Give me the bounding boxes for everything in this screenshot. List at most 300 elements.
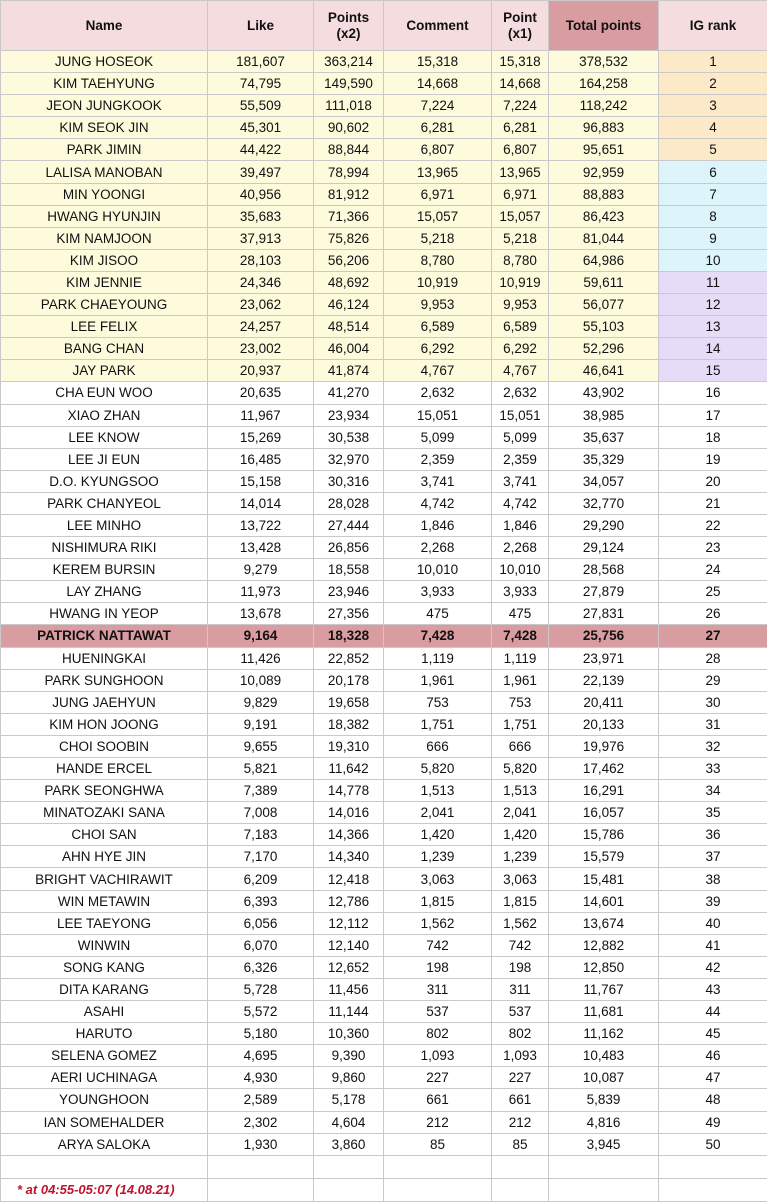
cell-comment: 1,093 bbox=[384, 1045, 492, 1067]
cell-comment: 1,239 bbox=[384, 846, 492, 868]
cell-name: CHOI SAN bbox=[1, 824, 208, 846]
cell-like: 181,607 bbox=[208, 51, 314, 73]
cell-total-points: 4,816 bbox=[549, 1111, 659, 1133]
cell-comment: 1,119 bbox=[384, 647, 492, 669]
table-row bbox=[1, 713, 767, 735]
cell-points-x2: 363,214 bbox=[314, 51, 384, 73]
cell-points-x2: 88,844 bbox=[314, 139, 384, 161]
cell-points-x2: 20,178 bbox=[314, 669, 384, 691]
cell-points-x2: 75,826 bbox=[314, 227, 384, 249]
cell-comment: 7,224 bbox=[384, 95, 492, 117]
cell-point-x1: 6,589 bbox=[492, 316, 549, 338]
table-row bbox=[1, 625, 767, 647]
cell-point-x1: 6,971 bbox=[492, 183, 549, 205]
table-row bbox=[1, 846, 767, 868]
cell-total-points: 10,483 bbox=[549, 1045, 659, 1067]
cell-points-x2: 4,604 bbox=[314, 1111, 384, 1133]
cell-points-x2: 46,004 bbox=[314, 338, 384, 360]
cell-name: HARUTO bbox=[1, 1023, 208, 1045]
table-body bbox=[1, 51, 767, 1156]
table-row bbox=[1, 735, 767, 757]
table-row bbox=[1, 382, 767, 404]
cell-ig-rank: 20 bbox=[659, 470, 767, 492]
cell-name: HANDE ERCEL bbox=[1, 758, 208, 780]
cell-like: 7,008 bbox=[208, 802, 314, 824]
cell-total-points: 11,767 bbox=[549, 978, 659, 1000]
cell-points-x2: 27,356 bbox=[314, 603, 384, 625]
header-row bbox=[1, 1, 767, 51]
cell-ig-rank: 16 bbox=[659, 382, 767, 404]
cell-like: 45,301 bbox=[208, 117, 314, 139]
cell-point-x1: 6,807 bbox=[492, 139, 549, 161]
cell-like: 9,164 bbox=[208, 625, 314, 647]
cell-point-x1: 1,513 bbox=[492, 780, 549, 802]
cell-like: 11,967 bbox=[208, 404, 314, 426]
cell-total-points: 378,532 bbox=[549, 51, 659, 73]
cell-points-x2: 19,310 bbox=[314, 735, 384, 757]
cell-ig-rank: 35 bbox=[659, 802, 767, 824]
cell-points-x2: 14,366 bbox=[314, 824, 384, 846]
cell-ig-rank: 9 bbox=[659, 227, 767, 249]
cell-comment: 10,010 bbox=[384, 559, 492, 581]
cell-like: 37,913 bbox=[208, 227, 314, 249]
cell-name: JAY PARK bbox=[1, 360, 208, 382]
cell-total-points: 35,329 bbox=[549, 448, 659, 470]
cell-total-points: 16,057 bbox=[549, 802, 659, 824]
cell-ig-rank: 46 bbox=[659, 1045, 767, 1067]
cell-comment: 2,268 bbox=[384, 537, 492, 559]
cell-total-points: 95,651 bbox=[549, 139, 659, 161]
cell-name: ARYA SALOKA bbox=[1, 1133, 208, 1155]
cell-total-points: 22,139 bbox=[549, 669, 659, 691]
cell-total-points: 25,756 bbox=[549, 625, 659, 647]
cell-comment: 742 bbox=[384, 934, 492, 956]
table-row bbox=[1, 1133, 767, 1155]
cell-name: XIAO ZHAN bbox=[1, 404, 208, 426]
cell-ig-rank: 13 bbox=[659, 316, 767, 338]
cell-ig-rank: 40 bbox=[659, 912, 767, 934]
cell-points-x2: 18,382 bbox=[314, 713, 384, 735]
cell-total-points: 34,057 bbox=[549, 470, 659, 492]
cell-like: 1,930 bbox=[208, 1133, 314, 1155]
cell-point-x1: 4,767 bbox=[492, 360, 549, 382]
table-row bbox=[1, 294, 767, 316]
cell-like: 13,428 bbox=[208, 537, 314, 559]
cell-comment: 5,218 bbox=[384, 227, 492, 249]
cell-comment: 311 bbox=[384, 978, 492, 1000]
cell-like: 7,389 bbox=[208, 780, 314, 802]
cell-points-x2: 78,994 bbox=[314, 161, 384, 183]
cell-ig-rank: 22 bbox=[659, 514, 767, 536]
cell-point-x1: 212 bbox=[492, 1111, 549, 1133]
cell-points-x2: 14,778 bbox=[314, 780, 384, 802]
cell-point-x1: 1,751 bbox=[492, 713, 549, 735]
table-row bbox=[1, 978, 767, 1000]
cell-comment: 15,051 bbox=[384, 404, 492, 426]
cell-ig-rank: 50 bbox=[659, 1133, 767, 1155]
cell-comment: 13,965 bbox=[384, 161, 492, 183]
cell-comment: 6,281 bbox=[384, 117, 492, 139]
cell-points-x2: 48,692 bbox=[314, 271, 384, 293]
cell-comment: 537 bbox=[384, 1001, 492, 1023]
cell-points-x2: 28,028 bbox=[314, 492, 384, 514]
cell-comment: 3,933 bbox=[384, 581, 492, 603]
cell-ig-rank: 48 bbox=[659, 1089, 767, 1111]
cell-comment: 753 bbox=[384, 691, 492, 713]
cell-comment: 15,318 bbox=[384, 51, 492, 73]
cell-comment: 2,359 bbox=[384, 448, 492, 470]
cell-ig-rank: 28 bbox=[659, 647, 767, 669]
cell-comment: 802 bbox=[384, 1023, 492, 1045]
cell-comment: 9,953 bbox=[384, 294, 492, 316]
table-row bbox=[1, 426, 767, 448]
cell-like: 20,635 bbox=[208, 382, 314, 404]
cell-points-x2: 30,316 bbox=[314, 470, 384, 492]
table-row bbox=[1, 802, 767, 824]
cell-point-x1: 1,093 bbox=[492, 1045, 549, 1067]
cell-point-x1: 15,057 bbox=[492, 205, 549, 227]
cell-point-x1: 7,428 bbox=[492, 625, 549, 647]
cell-points-x2: 41,874 bbox=[314, 360, 384, 382]
cell-like: 24,346 bbox=[208, 271, 314, 293]
cell-like: 4,930 bbox=[208, 1067, 314, 1089]
cell-total-points: 59,611 bbox=[549, 271, 659, 293]
cell-points-x2: 18,558 bbox=[314, 559, 384, 581]
cell-points-x2: 11,642 bbox=[314, 758, 384, 780]
cell-name: DITA KARANG bbox=[1, 978, 208, 1000]
cell-ig-rank: 36 bbox=[659, 824, 767, 846]
cell-points-x2: 26,856 bbox=[314, 537, 384, 559]
cell-like: 15,158 bbox=[208, 470, 314, 492]
cell-comment: 666 bbox=[384, 735, 492, 757]
table-row bbox=[1, 338, 767, 360]
cell-total-points: 56,077 bbox=[549, 294, 659, 316]
cell-comment: 5,820 bbox=[384, 758, 492, 780]
cell-comment: 2,632 bbox=[384, 382, 492, 404]
cell-points-x2: 46,124 bbox=[314, 294, 384, 316]
cell-point-x1: 311 bbox=[492, 978, 549, 1000]
table-row bbox=[1, 537, 767, 559]
cell-comment: 1,751 bbox=[384, 713, 492, 735]
cell-point-x1: 537 bbox=[492, 1001, 549, 1023]
cell-comment: 475 bbox=[384, 603, 492, 625]
cell-point-x1: 1,239 bbox=[492, 846, 549, 868]
cell-name: KEREM BURSIN bbox=[1, 559, 208, 581]
cell-total-points: 29,290 bbox=[549, 514, 659, 536]
cell-comment: 1,961 bbox=[384, 669, 492, 691]
cell-name: KIM JENNIE bbox=[1, 271, 208, 293]
cell-name: LALISA MANOBAN bbox=[1, 161, 208, 183]
cell-point-x1: 85 bbox=[492, 1133, 549, 1155]
cell-like: 2,589 bbox=[208, 1089, 314, 1111]
table-row bbox=[1, 205, 767, 227]
cell-points-x2: 3,860 bbox=[314, 1133, 384, 1155]
cell-points-x2: 23,934 bbox=[314, 404, 384, 426]
cell-total-points: 43,902 bbox=[549, 382, 659, 404]
cell-point-x1: 3,063 bbox=[492, 868, 549, 890]
cell-ig-rank: 19 bbox=[659, 448, 767, 470]
cell-total-points: 11,681 bbox=[549, 1001, 659, 1023]
cell-comment: 4,742 bbox=[384, 492, 492, 514]
cell-total-points: 27,831 bbox=[549, 603, 659, 625]
cell-like: 24,257 bbox=[208, 316, 314, 338]
table-row bbox=[1, 824, 767, 846]
cell-name: LEE KNOW bbox=[1, 426, 208, 448]
cell-ig-rank: 38 bbox=[659, 868, 767, 890]
cell-ig-rank: 23 bbox=[659, 537, 767, 559]
cell-name: BANG CHAN bbox=[1, 338, 208, 360]
cell-points-x2: 18,328 bbox=[314, 625, 384, 647]
cell-point-x1: 2,359 bbox=[492, 448, 549, 470]
cell-ig-rank: 29 bbox=[659, 669, 767, 691]
header-name: Name bbox=[1, 1, 208, 51]
cell-name: PARK CHANYEOL bbox=[1, 492, 208, 514]
cell-like: 23,002 bbox=[208, 338, 314, 360]
cell-name: LEE TAEYONG bbox=[1, 912, 208, 934]
cell-like: 11,973 bbox=[208, 581, 314, 603]
table-row bbox=[1, 758, 767, 780]
cell-total-points: 81,044 bbox=[549, 227, 659, 249]
cell-points-x2: 56,206 bbox=[314, 249, 384, 271]
cell-total-points: 12,882 bbox=[549, 934, 659, 956]
cell-ig-rank: 12 bbox=[659, 294, 767, 316]
cell-ig-rank: 27 bbox=[659, 625, 767, 647]
cell-name: HWANG IN YEOP bbox=[1, 603, 208, 625]
cell-name: YOUNGHOON bbox=[1, 1089, 208, 1111]
cell-points-x2: 48,514 bbox=[314, 316, 384, 338]
cell-like: 6,070 bbox=[208, 934, 314, 956]
table-row bbox=[1, 890, 767, 912]
cell-like: 74,795 bbox=[208, 73, 314, 95]
cell-total-points: 164,258 bbox=[549, 73, 659, 95]
cell-point-x1: 15,318 bbox=[492, 51, 549, 73]
cell-name: ASAHI bbox=[1, 1001, 208, 1023]
cell-comment: 1,420 bbox=[384, 824, 492, 846]
table-row bbox=[1, 934, 767, 956]
cell-ig-rank: 34 bbox=[659, 780, 767, 802]
cell-total-points: 5,839 bbox=[549, 1089, 659, 1111]
cell-total-points: 92,959 bbox=[549, 161, 659, 183]
cell-total-points: 29,124 bbox=[549, 537, 659, 559]
cell-point-x1: 666 bbox=[492, 735, 549, 757]
cell-total-points: 28,568 bbox=[549, 559, 659, 581]
cell-points-x2: 12,786 bbox=[314, 890, 384, 912]
cell-point-x1: 14,668 bbox=[492, 73, 549, 95]
cell-name: AHN HYE JIN bbox=[1, 846, 208, 868]
cell-ig-rank: 37 bbox=[659, 846, 767, 868]
cell-name: PATRICK NATTAWAT bbox=[1, 625, 208, 647]
cell-point-x1: 10,919 bbox=[492, 271, 549, 293]
cell-like: 10,089 bbox=[208, 669, 314, 691]
cell-ig-rank: 43 bbox=[659, 978, 767, 1000]
cell-ig-rank: 17 bbox=[659, 404, 767, 426]
cell-like: 13,678 bbox=[208, 603, 314, 625]
table-row bbox=[1, 559, 767, 581]
cell-like: 6,326 bbox=[208, 956, 314, 978]
cell-point-x1: 1,420 bbox=[492, 824, 549, 846]
cell-comment: 10,919 bbox=[384, 271, 492, 293]
cell-like: 6,056 bbox=[208, 912, 314, 934]
cell-ig-rank: 4 bbox=[659, 117, 767, 139]
cell-point-x1: 1,562 bbox=[492, 912, 549, 934]
cell-comment: 15,057 bbox=[384, 205, 492, 227]
cell-ig-rank: 1 bbox=[659, 51, 767, 73]
cell-total-points: 23,971 bbox=[549, 647, 659, 669]
cell-points-x2: 12,112 bbox=[314, 912, 384, 934]
cell-like: 40,956 bbox=[208, 183, 314, 205]
cell-total-points: 38,985 bbox=[549, 404, 659, 426]
cell-comment: 4,767 bbox=[384, 360, 492, 382]
cell-ig-rank: 33 bbox=[659, 758, 767, 780]
cell-points-x2: 9,390 bbox=[314, 1045, 384, 1067]
cell-points-x2: 5,178 bbox=[314, 1089, 384, 1111]
cell-comment: 3,063 bbox=[384, 868, 492, 890]
cell-ig-rank: 11 bbox=[659, 271, 767, 293]
cell-like: 20,937 bbox=[208, 360, 314, 382]
cell-points-x2: 90,602 bbox=[314, 117, 384, 139]
cell-name: SELENA GOMEZ bbox=[1, 1045, 208, 1067]
table-row bbox=[1, 360, 767, 382]
cell-total-points: 17,462 bbox=[549, 758, 659, 780]
cell-comment: 661 bbox=[384, 1089, 492, 1111]
table-row bbox=[1, 780, 767, 802]
cell-ig-rank: 6 bbox=[659, 161, 767, 183]
cell-total-points: 52,296 bbox=[549, 338, 659, 360]
cell-points-x2: 111,018 bbox=[314, 95, 384, 117]
cell-comment: 85 bbox=[384, 1133, 492, 1155]
table-row bbox=[1, 448, 767, 470]
cell-like: 5,728 bbox=[208, 978, 314, 1000]
cell-total-points: 16,291 bbox=[549, 780, 659, 802]
cell-total-points: 11,162 bbox=[549, 1023, 659, 1045]
cell-like: 16,485 bbox=[208, 448, 314, 470]
cell-point-x1: 742 bbox=[492, 934, 549, 956]
cell-name: KIM SEOK JIN bbox=[1, 117, 208, 139]
cell-comment: 227 bbox=[384, 1067, 492, 1089]
cell-ig-rank: 26 bbox=[659, 603, 767, 625]
cell-like: 11,426 bbox=[208, 647, 314, 669]
cell-point-x1: 5,820 bbox=[492, 758, 549, 780]
table-row bbox=[1, 73, 767, 95]
cell-points-x2: 9,860 bbox=[314, 1067, 384, 1089]
table-row bbox=[1, 183, 767, 205]
cell-point-x1: 10,010 bbox=[492, 559, 549, 581]
table-row bbox=[1, 956, 767, 978]
cell-name: JUNG HOSEOK bbox=[1, 51, 208, 73]
cell-total-points: 13,674 bbox=[549, 912, 659, 934]
cell-like: 9,829 bbox=[208, 691, 314, 713]
cell-ig-rank: 15 bbox=[659, 360, 767, 382]
cell-total-points: 55,103 bbox=[549, 316, 659, 338]
table-row bbox=[1, 470, 767, 492]
cell-point-x1: 198 bbox=[492, 956, 549, 978]
cell-name: JUNG JAEHYUN bbox=[1, 691, 208, 713]
table-row bbox=[1, 227, 767, 249]
table-row bbox=[1, 647, 767, 669]
cell-name: LAY ZHANG bbox=[1, 581, 208, 603]
cell-points-x2: 30,538 bbox=[314, 426, 384, 448]
cell-name: PARK SUNGHOON bbox=[1, 669, 208, 691]
cell-points-x2: 10,360 bbox=[314, 1023, 384, 1045]
cell-points-x2: 11,144 bbox=[314, 1001, 384, 1023]
cell-total-points: 86,423 bbox=[549, 205, 659, 227]
cell-ig-rank: 18 bbox=[659, 426, 767, 448]
cell-like: 9,279 bbox=[208, 559, 314, 581]
cell-ig-rank: 42 bbox=[659, 956, 767, 978]
cell-ig-rank: 8 bbox=[659, 205, 767, 227]
cell-like: 7,170 bbox=[208, 846, 314, 868]
cell-name: PARK JIMIN bbox=[1, 139, 208, 161]
cell-name: CHOI SOOBIN bbox=[1, 735, 208, 757]
cell-like: 2,302 bbox=[208, 1111, 314, 1133]
cell-points-x2: 12,418 bbox=[314, 868, 384, 890]
cell-point-x1: 753 bbox=[492, 691, 549, 713]
cell-point-x1: 1,961 bbox=[492, 669, 549, 691]
cell-point-x1: 15,051 bbox=[492, 404, 549, 426]
cell-ig-rank: 47 bbox=[659, 1067, 767, 1089]
cell-point-x1: 5,099 bbox=[492, 426, 549, 448]
table-row bbox=[1, 117, 767, 139]
cell-like: 28,103 bbox=[208, 249, 314, 271]
cell-comment: 6,971 bbox=[384, 183, 492, 205]
header-point-x1: Point (x1) bbox=[492, 1, 549, 51]
cell-ig-rank: 39 bbox=[659, 890, 767, 912]
table-row bbox=[1, 1089, 767, 1111]
table-row bbox=[1, 1023, 767, 1045]
cell-ig-rank: 25 bbox=[659, 581, 767, 603]
table-row bbox=[1, 316, 767, 338]
cell-points-x2: 14,340 bbox=[314, 846, 384, 868]
cell-name: BRIGHT VACHIRAWIT bbox=[1, 868, 208, 890]
cell-name: PARK SEONGHWA bbox=[1, 780, 208, 802]
cell-comment: 14,668 bbox=[384, 73, 492, 95]
cell-total-points: 19,976 bbox=[549, 735, 659, 757]
cell-comment: 6,807 bbox=[384, 139, 492, 161]
cell-comment: 8,780 bbox=[384, 249, 492, 271]
cell-total-points: 15,786 bbox=[549, 824, 659, 846]
cell-name: PARK CHAEYOUNG bbox=[1, 294, 208, 316]
cell-name: KIM JISOO bbox=[1, 249, 208, 271]
cell-points-x2: 11,456 bbox=[314, 978, 384, 1000]
cell-name: AERI UCHINAGA bbox=[1, 1067, 208, 1089]
cell-total-points: 35,637 bbox=[549, 426, 659, 448]
cell-name: KIM NAMJOON bbox=[1, 227, 208, 249]
table-row bbox=[1, 1045, 767, 1067]
cell-point-x1: 227 bbox=[492, 1067, 549, 1089]
table-row bbox=[1, 603, 767, 625]
cell-total-points: 20,133 bbox=[549, 713, 659, 735]
cell-point-x1: 1,846 bbox=[492, 514, 549, 536]
cell-total-points: 46,641 bbox=[549, 360, 659, 382]
cell-total-points: 12,850 bbox=[549, 956, 659, 978]
cell-point-x1: 1,119 bbox=[492, 647, 549, 669]
header-total-points: Total points bbox=[549, 1, 659, 51]
cell-name: LEE JI EUN bbox=[1, 448, 208, 470]
cell-like: 7,183 bbox=[208, 824, 314, 846]
cell-ig-rank: 32 bbox=[659, 735, 767, 757]
cell-comment: 1,815 bbox=[384, 890, 492, 912]
table-row bbox=[1, 581, 767, 603]
table-row bbox=[1, 492, 767, 514]
cell-like: 9,655 bbox=[208, 735, 314, 757]
cell-total-points: 32,770 bbox=[549, 492, 659, 514]
empty-row bbox=[1, 1155, 767, 1178]
cell-point-x1: 9,953 bbox=[492, 294, 549, 316]
cell-point-x1: 6,292 bbox=[492, 338, 549, 360]
cell-name: MIN YOONGI bbox=[1, 183, 208, 205]
cell-name: HUENINGKAI bbox=[1, 647, 208, 669]
table-row bbox=[1, 404, 767, 426]
